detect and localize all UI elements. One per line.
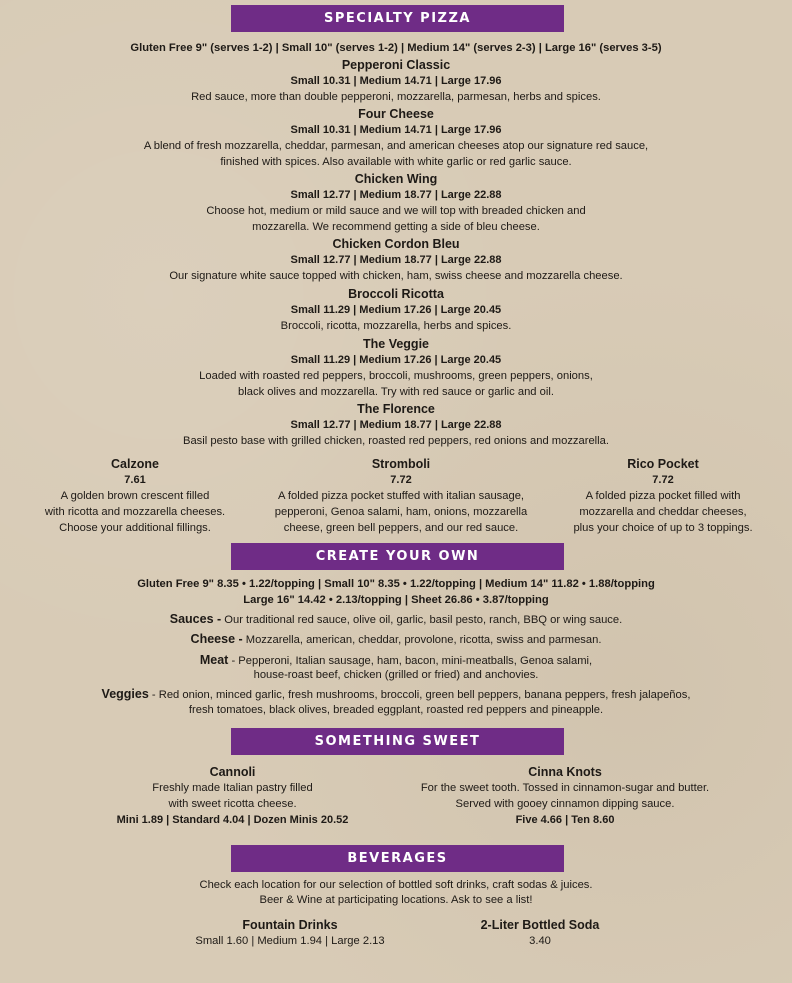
- specialty-pizza-banner: SPECIALTY PIZZA: [231, 5, 564, 32]
- pizza-desc: Loaded with roasted red peppers, broccoli, mushrooms, green peppers, onions,: [199, 370, 593, 382]
- cannoli: [100, 764, 365, 828]
- item-name: Calzone: [111, 457, 159, 471]
- pizza-prices: Small 11.29 | Medium 17.26 | Large 20.45: [290, 354, 502, 366]
- item-desc: mozzarella and cheddar cheeses,: [579, 506, 747, 518]
- pizza-desc: mozzarella. We recommend getting a side of bleu cheese.: [252, 221, 540, 233]
- pizza-name: Chicken Wing: [354, 172, 438, 186]
- item-desc: A folded pizza pocket filled with: [585, 490, 741, 502]
- cinna-knots: [395, 764, 735, 828]
- pizza-desc: Red sauce, more than double pepperoni, mozzarella, parmesan, herbs and spices.: [191, 91, 601, 103]
- group-label: Sauces -: [169, 612, 222, 626]
- group-text: - Pepperoni, Italian sausage, ham, bacon, mini-meatballs, Genoa salami,: [228, 655, 593, 667]
- group-veggies: [0, 686, 792, 703]
- pizza-name: The Veggie: [363, 337, 429, 351]
- item-desc: with ricotta and mozzarella cheeses.: [44, 506, 226, 518]
- beverages-banner: BEVERAGES: [231, 845, 564, 872]
- item-price: 7.72: [390, 474, 412, 486]
- group-label: Meat: [199, 653, 229, 667]
- pizza-prices: Small 10.31 | Medium 14.71 | Large 17.96: [290, 75, 502, 87]
- fountain-drinks: [170, 917, 410, 949]
- pizza-desc: Our signature white sauce topped with chicken, ham, swiss cheese and mozzarella cheese.: [169, 270, 623, 282]
- pizza-the-veggie: [0, 336, 792, 400]
- pizza-desc: finished with spices. Also available with white garlic or red garlic sauce.: [220, 156, 572, 168]
- pizza-desc: A blend of fresh mozzarella, cheddar, parmesan, and american cheeses atop our signature red sauce,: [143, 140, 649, 152]
- item-name: Fountain Drinks: [242, 918, 338, 932]
- pizza-name: The Florence: [357, 402, 435, 416]
- specialty-sizes: Gluten Free 9" (serves 1-2) | Small 10" (serves 1-2) | Medium 14" (serves 2-3) | Large 16" (serves 3-5): [130, 42, 662, 54]
- pizza-the-florence: [0, 401, 792, 449]
- item-prices: Mini 1.89 | Standard 4.04 | Dozen Minis 20.52: [116, 814, 349, 826]
- item-name: Cinna Knots: [528, 765, 602, 779]
- pizza-desc: Choose hot, medium or mild sauce and we will top with breaded chicken and: [206, 205, 586, 217]
- group-veggies-line-2: fresh tomatoes, black olives, breaded eggplant, roasted red peppers and pineapple.: [188, 704, 604, 716]
- group-meat-line-2: house-roast beef, chicken (grilled or fried) and anchovies.: [253, 669, 539, 681]
- pizza-desc: black olives and mozzarella. Try with red sauce or garlic and oil.: [238, 386, 554, 398]
- item-name: Cannoli: [209, 765, 256, 779]
- item-desc: Choose your additional fillings.: [59, 522, 211, 534]
- pizza-prices: Small 12.77 | Medium 18.77 | Large 22.88: [290, 189, 502, 201]
- group-sauces: [0, 611, 792, 628]
- pizza-name: Four Cheese: [358, 107, 434, 121]
- pizza-desc: Basil pesto base with grilled chicken, roasted red peppers, red onions and mozzarella.: [183, 435, 609, 447]
- item-desc: pepperoni, Genoa salami, ham, onions, mozzarella: [274, 506, 528, 518]
- item-name: Rico Pocket: [627, 457, 699, 471]
- item-prices: Five 4.66 | Ten 8.60: [515, 814, 615, 826]
- group-label: Cheese -: [190, 632, 243, 646]
- pizza-broccoli-ricotta: [0, 286, 792, 334]
- item-name: Stromboli: [371, 457, 431, 471]
- calzone: [30, 456, 240, 536]
- item-desc: A folded pizza pocket stuffed with italian sausage,: [277, 490, 525, 502]
- item-desc: For the sweet tooth. Tossed in cinnamon-sugar and butter.: [420, 782, 710, 794]
- item-prices: 3.40: [529, 935, 551, 947]
- item-prices: Small 1.60 | Medium 1.94 | Large 2.13: [195, 935, 385, 947]
- pizza-chicken-cordon-bleu: [0, 236, 792, 284]
- pizza-name: Pepperoni Classic: [341, 58, 451, 72]
- group-text: Mozzarella, american, cheddar, provolone, ricotta, swiss and parmesan.: [242, 634, 602, 646]
- item-desc: with sweet ricotta cheese.: [168, 798, 297, 810]
- item-price: 7.72: [652, 474, 674, 486]
- group-cheese: [0, 631, 792, 648]
- group-text: - Red onion, minced garlic, fresh mushrooms, broccoli, green bell peppers, banana peppers, fresh jalapeños,: [148, 689, 691, 701]
- item-desc: cheese, green bell peppers, and our red sauce.: [283, 522, 519, 534]
- pizza-desc: Broccoli, ricotta, mozzarella, herbs and spices.: [280, 320, 512, 332]
- create-your-own-banner: CREATE YOUR OWN: [231, 543, 564, 570]
- pizza-prices: Small 11.29 | Medium 17.26 | Large 20.45: [290, 304, 502, 316]
- item-desc: plus your choice of up to 3 toppings.: [573, 522, 753, 534]
- item-desc: Freshly made Italian pastry filled: [152, 782, 313, 794]
- stromboli: [256, 456, 546, 536]
- item-name: 2-Liter Bottled Soda: [480, 918, 600, 932]
- pizza-chicken-wing: [0, 171, 792, 235]
- pizza-prices: Small 12.77 | Medium 18.77 | Large 22.88: [290, 419, 502, 431]
- item-desc: Served with gooey cinnamon dipping sauce.: [455, 798, 675, 810]
- rico-pocket: [568, 456, 758, 536]
- pizza-pepperoni-classic: [0, 57, 792, 105]
- pizza-prices: Small 12.77 | Medium 18.77 | Large 22.88: [290, 254, 502, 266]
- two-liter-soda: [460, 917, 620, 949]
- something-sweet-banner: SOMETHING SWEET: [231, 728, 564, 755]
- pizza-name: Broccoli Ricotta: [348, 287, 444, 301]
- item-price: 7.61: [124, 474, 146, 486]
- pizza-name: Chicken Cordon Bleu: [332, 237, 460, 251]
- beverages-intro-2: Beer & Wine at participating locations. Ask to see a list!: [259, 894, 533, 906]
- pizza-prices: Small 10.31 | Medium 14.71 | Large 17.96: [290, 124, 502, 136]
- pizza-four-cheese: [0, 106, 792, 170]
- create-sizes-line-1: Gluten Free 9" 8.35 • 1.22/topping | Small 10" 8.35 • 1.22/topping | Medium 14" 11.82 • 1.88/topping: [137, 578, 655, 590]
- group-label: Veggies: [101, 687, 149, 701]
- create-sizes-line-2: Large 16" 14.42 • 2.13/topping | Sheet 26.86 • 3.87/topping: [243, 594, 549, 606]
- item-desc: A golden brown crescent filled: [60, 490, 210, 502]
- group-text: Our traditional red sauce, olive oil, garlic, basil pesto, ranch, BBQ or wing sauce.: [221, 614, 623, 626]
- beverages-intro-1: Check each location for our selection of bottled soft drinks, craft sodas & juices.: [199, 879, 593, 891]
